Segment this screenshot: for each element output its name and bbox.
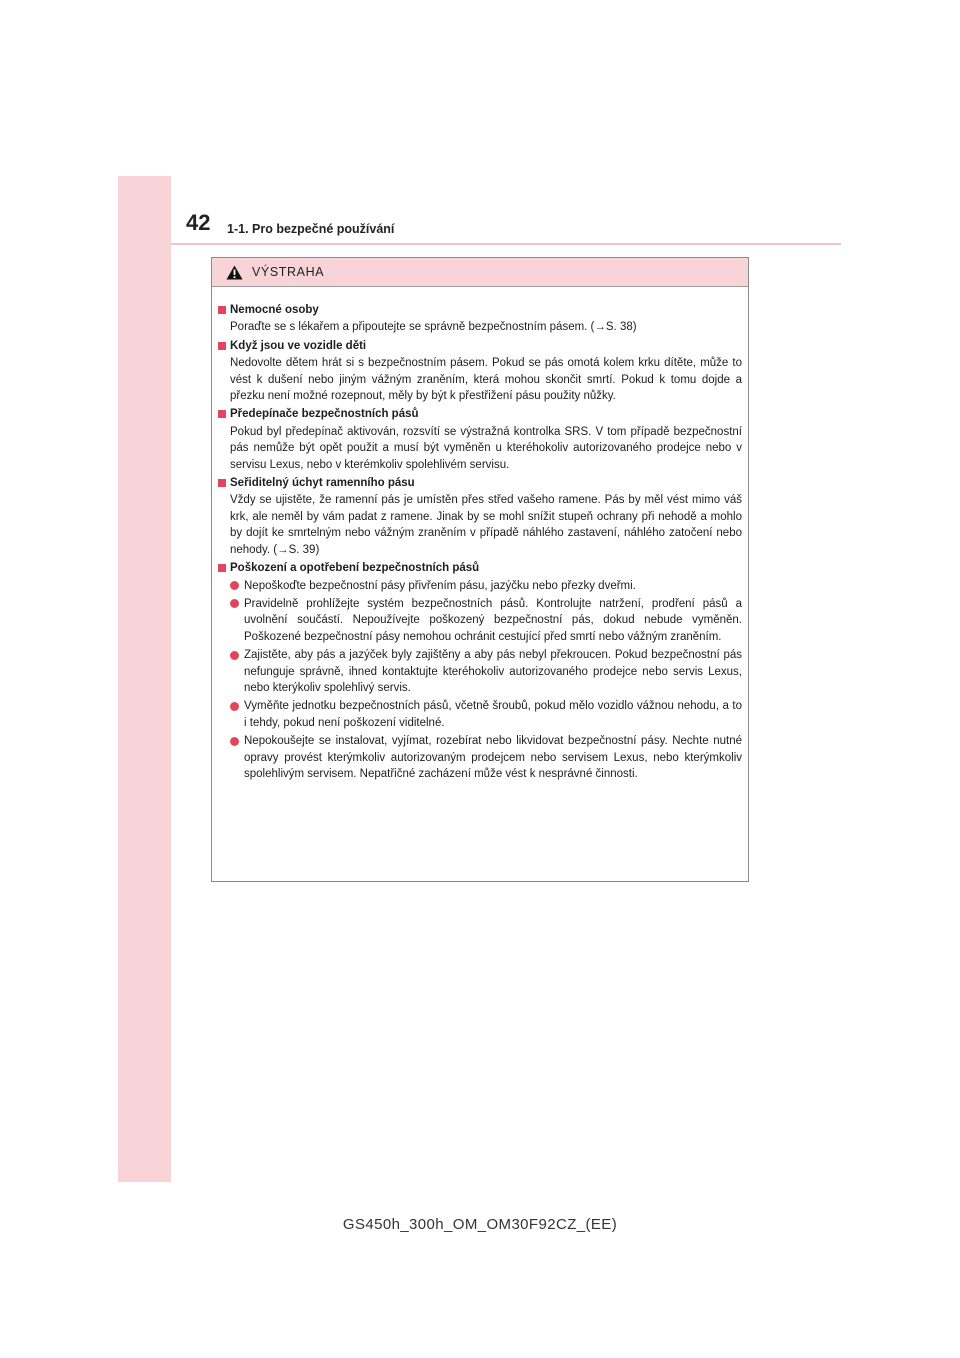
list-item: Vyměňte jednotku bezpečnostních pásů, včetně šroubů, pokud mělo vozidlo vážnou nehodu, a to i tehdy, pokud není poškození viditelné.: [230, 698, 742, 731]
bullet-list: [230, 578, 742, 783]
warning-triangle-icon: [226, 265, 243, 280]
header-rule: [171, 243, 841, 245]
warning-content: [212, 287, 748, 782]
warning-title: VÝSTRAHA: [252, 265, 325, 279]
warning-section-shoulder-anchor: [218, 475, 742, 558]
section-heading: Seřiditelný úchyt ramenního pásu: [230, 477, 415, 490]
section-heading: Když jsou ve vozidle děti: [230, 339, 367, 352]
warning-section-pretensioners: [218, 406, 742, 473]
list-item: Zajistěte, aby pás a jazýček byly zajištěny a aby pás nebyl překroucen. Pokud bezpečnostní pás nefunguje správně, ihned kontaktujte kteréhokoliv autorizovaného prodejce nebo servis Lexus, nebo kterýkoliv spolehlivý servis.: [230, 647, 742, 696]
section-text: Nedovolte dětem hrát si s bezpečnostním pásem. Pokud se pás omotá kolem krku dítěte, může to vést k dušení nebo jiným vážným zraněním, která mohou skončit smrtí. Pokud k tomu dojde a přezku není možné rozepnout, měly by být k přestřižení pásu použity nůžky.: [230, 357, 742, 403]
list-item: Nepokoušejte se instalovat, vyjímat, rozebírat nebo likvidovat bezpečnostní pásy. Nechte nutné opravy provést kterýmkoliv autorizovaným prodejcem nebo servisem Lexus, nebo kterýmkoliv spolehlivým servisem. Nepatřičné zacházení může vést k nesprávné činnosti.: [230, 733, 742, 782]
square-bullet-icon: [218, 342, 226, 350]
section-heading: Nemocné osoby: [230, 304, 319, 316]
side-color-bar: [118, 176, 171, 1182]
square-bullet-icon: [218, 306, 226, 314]
warning-header: [212, 258, 748, 287]
square-bullet-icon: [218, 410, 226, 418]
list-item: Nepoškoďte bezpečnostní pásy přivřením pásu, jazýčku nebo přezky dveřmi.: [230, 578, 742, 594]
round-bullet-icon: [230, 581, 239, 590]
section-heading: Předepínače bezpečnostních pásů: [230, 408, 419, 421]
section-text: Pokud byl předepínač aktivován, rozsvítí se výstražná kontrolka SRS. V tom případě bezpečnostní pás nemůže být opět použit a musí být vyměněn u kteréhokoliv autorizovaného prodejce nebo v servisu Lexus, nebo v kterémkoliv spolehlivém servisu.: [230, 425, 742, 471]
round-bullet-icon: [230, 651, 239, 660]
document-code-footer: GS450h_300h_OM_OM30F92CZ_(EE): [342, 1216, 618, 1233]
round-bullet-icon: [230, 599, 239, 608]
warning-section-children: [218, 338, 742, 405]
section-title: 1-1. Pro bezpečné používání: [227, 222, 395, 236]
square-bullet-icon: [218, 479, 226, 487]
list-item: Pravidelně prohlížejte systém bezpečnostních pásů. Kontrolujte natržení, prodření pásů a uvolnění součástí. Nepoužívejte poškozený bezpečnostní pás, dokud nebude vyměněn. Poškozené bezpečnostní pásy nemohou ochránit cestující před smrtí nebo vážným zraněním.: [230, 596, 742, 645]
section-heading: Poškození a opotřebení bezpečnostních pásů: [230, 562, 480, 575]
round-bullet-icon: [230, 702, 239, 711]
round-bullet-icon: [230, 737, 239, 746]
warning-section-damage: [218, 560, 742, 782]
section-text: Vždy se ujistěte, že ramenní pás je umístěn přes střed vašeho ramene. Pás by měl vést mimo váš krk, ale neměl by vám padat z ramene. Jinak by se mohl snížit stupeň ochrany při nehodě a mohlo by dojít ke smrtelným nebo vážným zraněním v případě náhlého zastavení, náhlého zatočení nebo nehody. (→S. 39): [230, 494, 742, 556]
warning-box: [211, 257, 749, 882]
square-bullet-icon: [218, 564, 226, 572]
page-number: 42: [186, 210, 211, 235]
warning-section-sick-persons: [218, 302, 742, 336]
section-text: Poraďte se s lékařem a připoutejte se správně bezpečnostním pásem. (→S. 38): [230, 321, 637, 334]
